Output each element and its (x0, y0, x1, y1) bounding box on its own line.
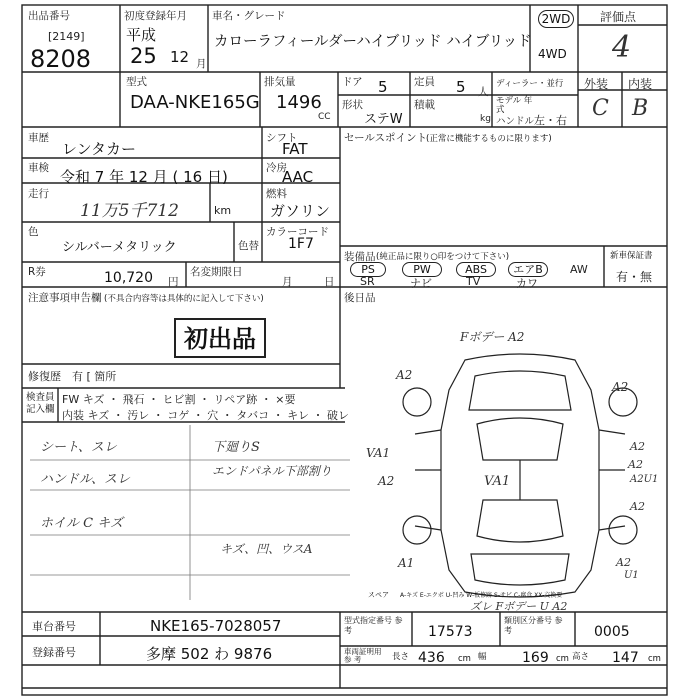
drive-2wd-circled: 2WD (538, 10, 574, 28)
air-conditioning: AAC (282, 168, 314, 186)
equipment-note: (純正品に限り○印をつけて下さい) (376, 252, 510, 262)
height: 147 (612, 650, 639, 666)
sales-point-label: セールスポイント (344, 132, 428, 144)
type-cert-number: 17573 (428, 624, 473, 640)
chassis-label: 車台番号 (32, 620, 76, 633)
diagram-right-2: A2 (630, 440, 645, 453)
drive-4wd: 4WD (538, 47, 567, 61)
plate-number: 多摩 502 わ 9876 (146, 645, 273, 663)
height-label: 高さ (572, 652, 590, 662)
shape: ステW (364, 112, 403, 127)
model-year-label: モデル 年式 (496, 96, 533, 115)
interior-legend: 内装 キズ ・ 汚レ ・ コゲ ・ 穴 ・ タバコ ・ キレ ・ 破レ (62, 409, 350, 422)
color: シルバーメタリック (62, 240, 177, 255)
km-unit: km (214, 204, 232, 217)
diagram-right-5: A2 (630, 500, 645, 513)
equip-abs: ABS (456, 262, 496, 277)
equip-leather: カワ (516, 277, 538, 290)
diagram-right-1: A2 (612, 380, 629, 394)
displacement-label: 排気量 (264, 76, 296, 88)
handle-value: 左・右 (534, 114, 567, 127)
exterior-label: 外装 (584, 77, 609, 91)
kg-unit: kg (480, 114, 491, 124)
first-listing-stamp: 初出品 (174, 318, 266, 358)
capacity-label: 定員 (414, 76, 435, 88)
equip-pw: PW (402, 262, 442, 277)
sales-point-note: (正常に機能するものに限ります) (426, 134, 552, 144)
exterior-grade: C (592, 96, 609, 121)
equip-navi: ナビ (410, 277, 432, 290)
use-label: 車歴 (28, 132, 49, 144)
person-unit: 人 (478, 86, 489, 98)
note-steering: ハンドル、スレ (40, 472, 130, 487)
length-label: 長さ (392, 652, 410, 662)
fuel: ガソリン (270, 202, 331, 220)
repair-label: 修復歴 (28, 370, 61, 383)
lot-number: 8208 (30, 45, 92, 73)
score-label: 評価点 (600, 10, 637, 24)
notes-sub: (不具合内容等は具体的に記入して下さい) (104, 294, 264, 304)
car-name: カローラフィールダーハイブリッド ハイブリッド (214, 34, 532, 50)
door-label: ドア (342, 76, 363, 88)
width-label: 幅 (478, 652, 487, 662)
yen-unit: 円 (168, 276, 179, 288)
car-name-label: 車名・グレード (212, 10, 286, 22)
registration-label: 初度登録年月 (124, 10, 187, 22)
inspection-label: 車検 (28, 162, 49, 174)
name-change-day: 日 (324, 276, 335, 288)
windshield-legend: FW キズ ・ 飛石 ・ ヒビ割 ・ リペア跡 ・ ×要 (62, 393, 296, 406)
lot-label: 出品番号 (28, 10, 70, 22)
color-change-label: 色替 (238, 240, 259, 252)
equipment-label: 装備品 (344, 251, 376, 263)
fuel-label: 燃料 (266, 188, 287, 200)
note-seat: シート、スレ (40, 440, 117, 455)
interior-label: 内装 (628, 77, 653, 91)
diagram-left-4: A1 (398, 556, 415, 570)
note-end-panel: エンドパネル下部割り (212, 464, 332, 478)
dims-label: 車両証明用 参 考 (344, 647, 382, 664)
cc-unit: CC (318, 112, 331, 122)
handle-label: ハンドル (496, 116, 535, 127)
note-wheel: ホイル C キズ (40, 516, 123, 531)
equip-aw: AW (570, 263, 588, 276)
displacement: 1496 (276, 92, 322, 113)
dealer-label: ディーラー・並行 (496, 79, 564, 89)
color-label: 色 (28, 226, 39, 238)
lot-small-number: [2149] (48, 30, 85, 43)
diagram-left-1: A2 (396, 368, 413, 382)
mileage-label: 走行 (28, 188, 49, 200)
recycle-fee: 10,720 (104, 270, 153, 286)
diagram-right-6: A2 (616, 556, 631, 569)
equip-sr: SR (360, 275, 375, 288)
vehicle-use: レンタカー (62, 140, 137, 158)
capacity: 5 (456, 78, 466, 96)
note-scratch: キズ、凹、ウスA (220, 542, 313, 556)
diagram-left-3: A2 (378, 474, 395, 488)
chassis-number: NKE165-7028057 (150, 617, 282, 635)
diagram-bottom-note: ズレ Fボデー U A2 (470, 600, 568, 613)
recycle-label: R券 (28, 266, 46, 278)
shape-label: 形状 (342, 99, 363, 111)
note-underbody: 下廻りS (212, 440, 260, 455)
model-label: 型式 (126, 76, 147, 88)
length-unit: cm (458, 654, 471, 664)
name-change-label: 名変期限日 (190, 266, 243, 278)
diagram-center: VA1 (484, 474, 511, 489)
diagram-top-note: Fボデー A2 (460, 330, 525, 344)
plate-label: 登録番号 (32, 646, 76, 659)
name-change-month: 月 (282, 276, 293, 288)
repair-value: 有 [ 箇所 (72, 370, 117, 383)
registration-era: 平成 (126, 26, 157, 44)
color-code: 1F7 (288, 236, 314, 252)
doors: 5 (378, 78, 388, 96)
equip-tv: TV (466, 275, 481, 288)
interior-grade: B (632, 96, 649, 121)
diagram-right-7: U1 (624, 570, 639, 581)
ac-label: 冷房 (266, 162, 287, 174)
color-code-label: カラーコード (266, 226, 329, 238)
type-cert-label: 型式指定番号 参 考 (344, 616, 403, 635)
diagram-right-3: A2 (628, 458, 643, 471)
height-unit: cm (648, 654, 661, 664)
inspector-label: 検査員 記入欄 (26, 392, 55, 415)
equip-airbag: エアB (508, 262, 548, 277)
warranty: 有・無 (616, 270, 653, 284)
shift: FAT (282, 140, 308, 158)
diagram-right-4: A2U1 (630, 474, 659, 485)
month-unit: 月 (196, 58, 207, 70)
shift-label: シフト (266, 132, 298, 144)
notes-label: 注意事項申告欄 (28, 292, 102, 304)
registration-year: 25 (130, 44, 157, 68)
model-code: DAA-NKE165G (130, 92, 260, 113)
after-items-label: 後日品 (344, 292, 376, 304)
car-damage-diagram (395, 340, 645, 600)
diagram-left-2: VA1 (366, 446, 391, 460)
class-label: 類別区分番号 参 考 (504, 616, 563, 635)
width-unit: cm (556, 654, 569, 664)
class-number: 0005 (594, 624, 630, 640)
load-label: 積載 (414, 99, 435, 111)
damage-legend: A-キズ E-エクボ U-凹み W-板修跡 S-サビ C-腐食 XX-交換要 (400, 592, 563, 599)
mileage: 11万5千712 (80, 201, 179, 221)
warranty-label: 新車保証書 (610, 251, 653, 261)
width: 169 (522, 650, 549, 666)
score: 4 (612, 30, 632, 65)
registration-month: 12 (170, 48, 190, 66)
spare-label: スペア (368, 591, 389, 599)
equip-ps: PS (350, 262, 386, 277)
inspection-date: 令和 7 年 12 月 ( 16 日) (60, 168, 228, 186)
length: 436 (418, 650, 445, 666)
